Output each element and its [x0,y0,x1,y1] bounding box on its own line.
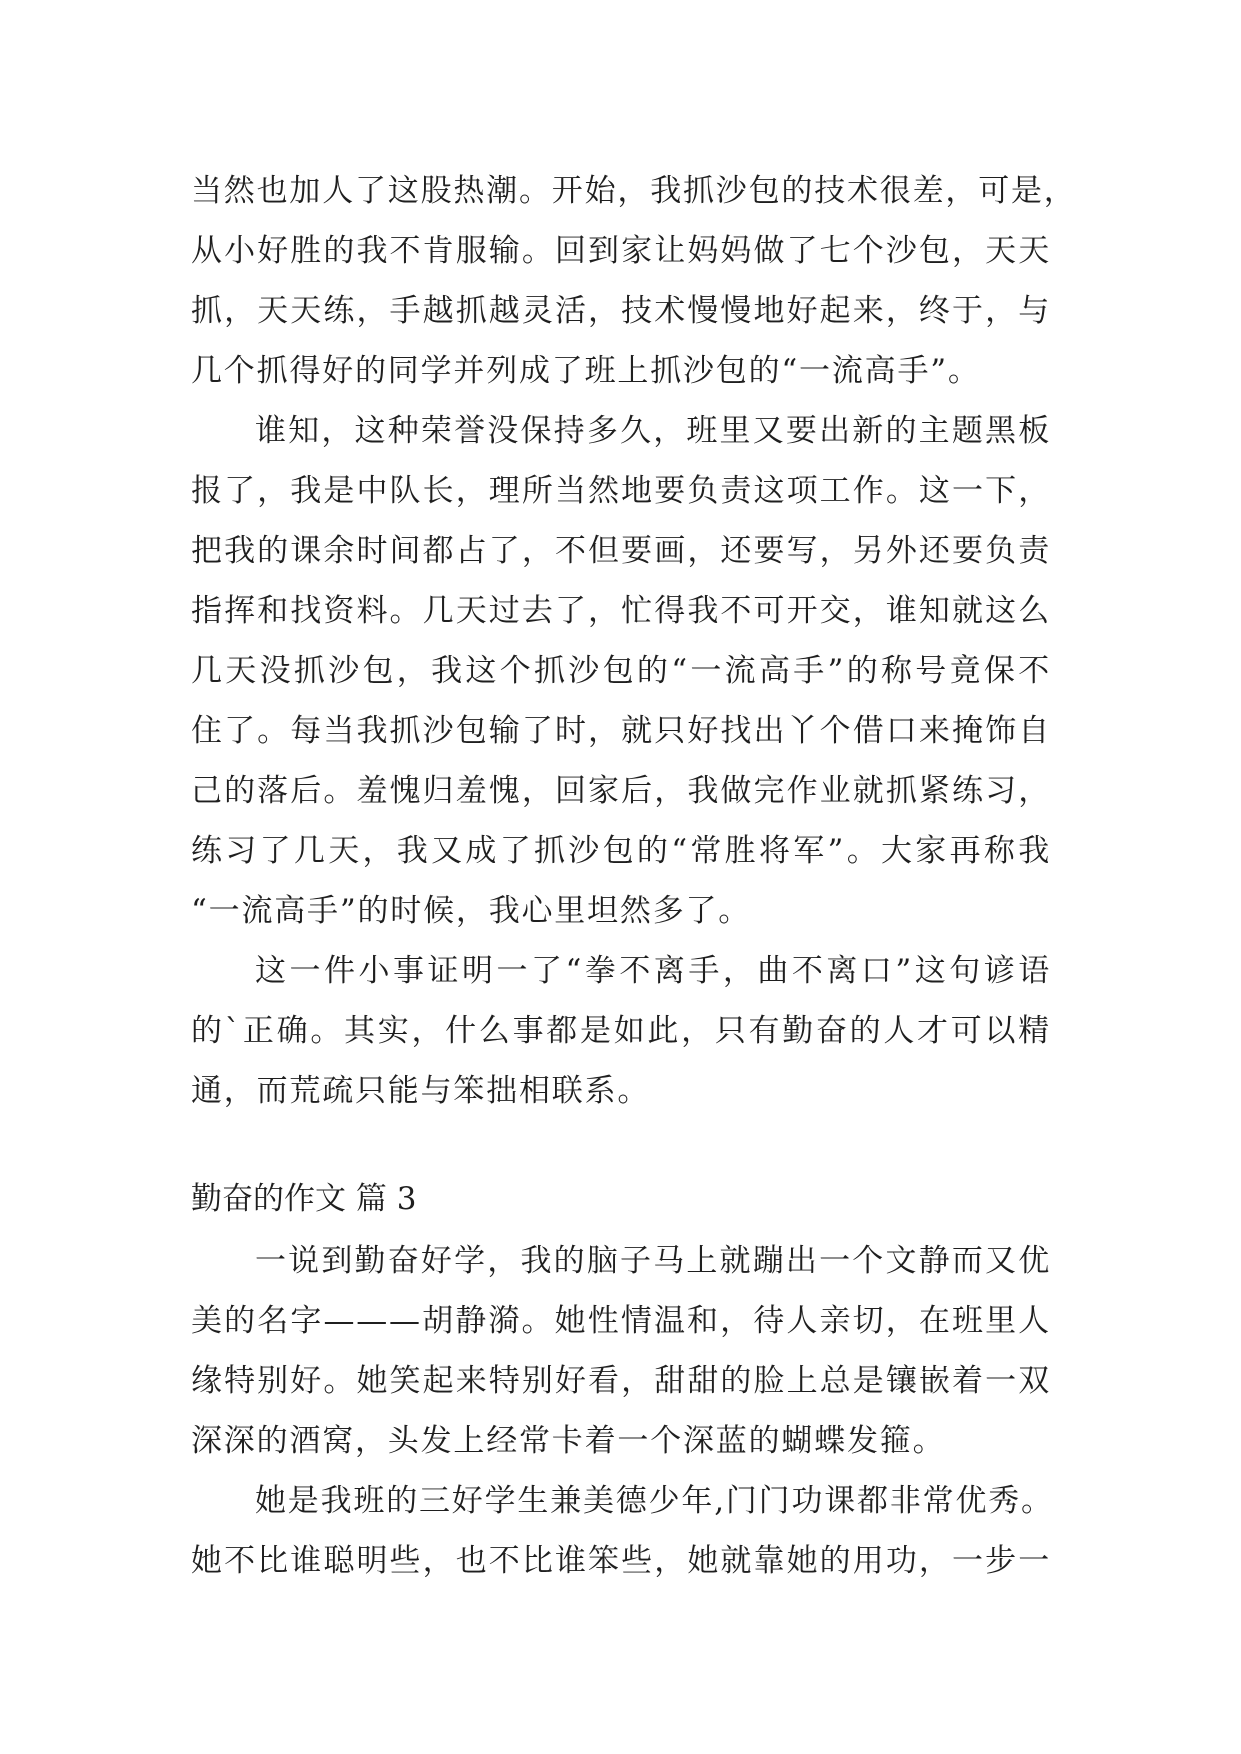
text-line: 指挥和找资料。几天过去了，忙得我不可开交，谁知就这么 [191,593,1051,629]
text-line: “一流高手”的时候，我心里坦然多了。 [191,893,752,929]
text-line: 从小好胜的我不肯服输。回到家让妈妈做了七个沙包，天天 [191,233,1051,269]
paragraph-first-line: 一说到勤奋好学，我的脑子马上就蹦出一个文静而又优 [255,1243,1051,1279]
text-line: 她不比谁聪明些，也不比谁笨些，她就靠她的用功，一步一 [191,1543,1051,1579]
section-heading: 勤奋的作文 篇 3 [191,1181,417,1217]
text-line: 练习了几天，我又成了抓沙包的“常胜将军”。大家再称我 [191,833,1051,869]
text-line: 缘特别好。她笑起来特别好看，甜甜的脸上总是镶嵌着一双 [191,1363,1051,1399]
text-line: 当然也加人了这股热潮。开始，我抓沙包的技术很差，可是， [191,173,1077,209]
text-line: 的`正确。其实，什么事都是如此，只有勤奋的人才可以精 [191,1013,1051,1049]
text-line: 通，而荒疏只能与笨拙相联系。 [191,1073,651,1109]
text-line: 住了。每当我抓沙包输了时，就只好找出丫个借口来掩饰自 [191,713,1051,749]
text-line: 报了，我是中队长，理所当然地要负责这项工作。这一下， [191,473,1051,509]
text-line: 几个抓得好的同学并列成了班上抓沙包的“一流高手”。 [191,353,981,389]
text-line: 己的落后。羞愧归羞愧，回家后，我做完作业就抓紧练习， [191,773,1051,809]
text-line: 美的名字———胡静漪。她性情温和，待人亲切，在班里人 [191,1303,1051,1339]
text-line: 几天没抓沙包，我这个抓沙包的“一流高手”的称号竟保不 [191,653,1051,689]
text-line: 深深的酒窝，头发上经常卡着一个深蓝的蝴蝶发箍。 [191,1423,946,1459]
text-line: 抓，天天练，手越抓越灵活，技术慢慢地好起来，终于，与 [191,293,1051,329]
text-line: 把我的课余时间都占了，不但要画，还要写，另外还要负责 [191,533,1051,569]
paragraph-first-line: 她是我班的三好学生兼美德少年,门门功课都非常优秀。 [255,1483,1054,1519]
paragraph-first-line: 这一件小事证明一了“拳不离手，曲不离口”这句谚语 [255,953,1051,989]
paragraph-first-line: 谁知，这种荣誉没保持多久，班里又要出新的主题黑板 [255,413,1051,449]
